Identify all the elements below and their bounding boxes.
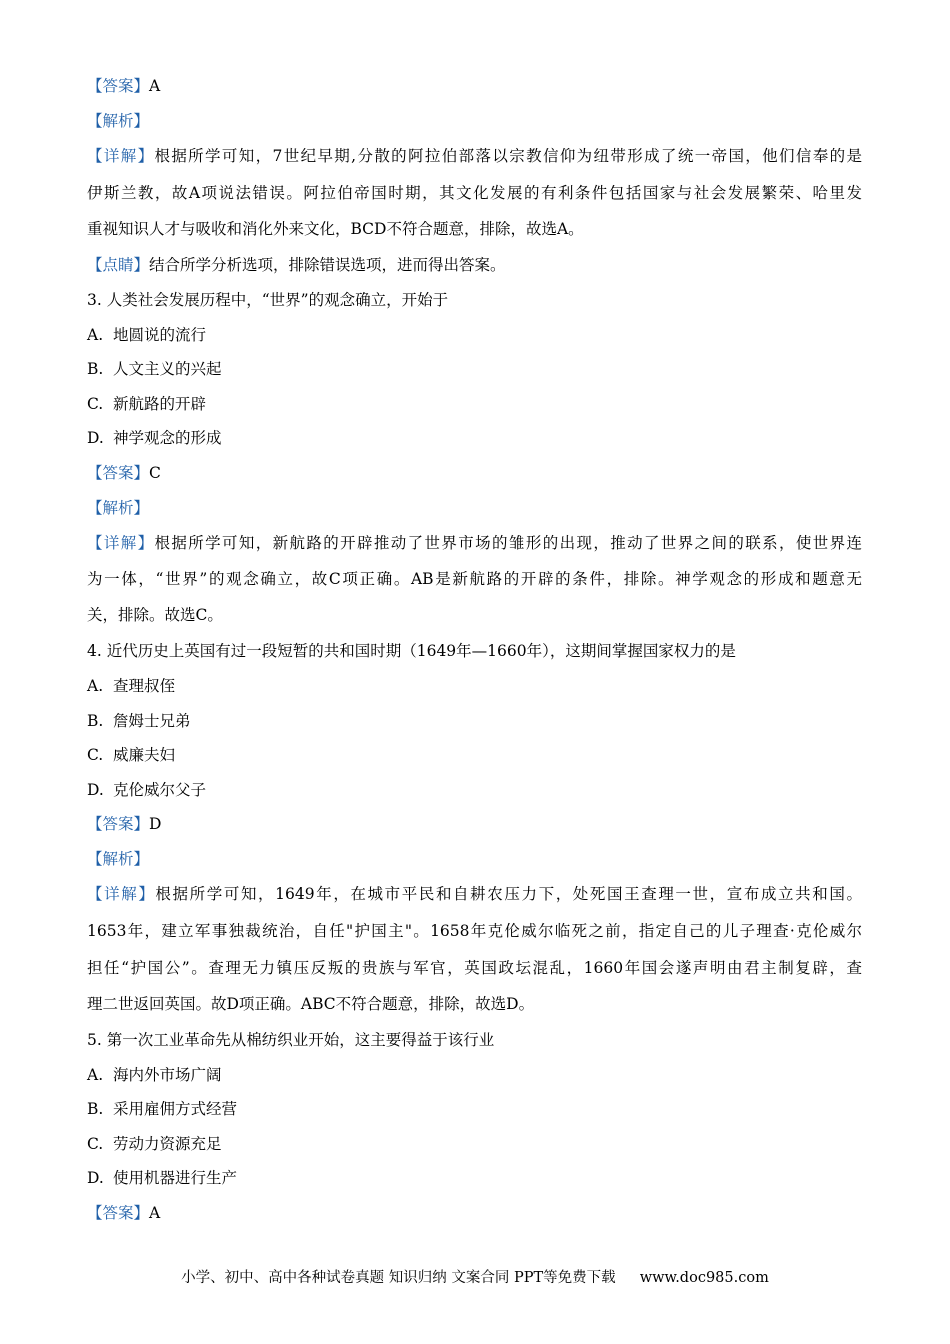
answer-value: D: [149, 815, 162, 833]
option-b: [87, 1099, 237, 1119]
footer-text: 小学、初中、高中各种试卷真题 知识归纳 文案合同 PPT等免费下载: [181, 1270, 616, 1286]
option-text: 查理叔侄: [113, 677, 176, 695]
option-text: 威廉夫妇: [113, 746, 176, 764]
analysis-line: [87, 498, 149, 518]
option-d: [87, 428, 222, 448]
option-letter: A.: [87, 1066, 104, 1084]
point-tag: 【点睛】: [87, 256, 150, 274]
detail-line: [87, 884, 862, 904]
page-footer: [0, 1268, 950, 1288]
detail-tag: 【详解】: [87, 534, 155, 552]
option-b: [87, 711, 191, 731]
detail-text: 理二世返回英国。故D项正确。ABC不符合题意，排除，故选D。: [87, 995, 535, 1013]
answer-value: A: [149, 77, 161, 95]
option-text: 海内外市场广阔: [113, 1066, 222, 1084]
option-b: [87, 359, 222, 379]
option-a: [87, 325, 206, 345]
detail-text: 重视知识人才与吸收和消化外来文化，BCD不符合题意，排除，故选A。: [87, 220, 584, 238]
option-text: 神学观念的形成: [113, 429, 222, 447]
option-letter: C.: [87, 395, 104, 413]
detail-line: [87, 569, 862, 589]
option-d: [87, 1168, 237, 1188]
option-letter: A.: [87, 326, 104, 344]
answer-value: A: [149, 1204, 161, 1222]
answer-line: [87, 1203, 160, 1223]
answer-line: [87, 814, 161, 834]
detail-line: [87, 921, 862, 941]
detail-text: 为一体，“世界”的观念确立，故C项正确。AB是新航路的开辟的条件，排除。神学观念的形成和题意无: [87, 570, 862, 588]
detail-line: [87, 994, 534, 1014]
analysis-tag: 【解析】: [87, 850, 150, 868]
option-text: 地圆说的流行: [113, 326, 207, 344]
answer-line: [87, 76, 160, 96]
option-text: 劳动力资源充足: [113, 1135, 222, 1153]
detail-tag: 【详解】: [87, 885, 156, 903]
answer-tag: 【答案】: [87, 815, 150, 833]
answer-tag: 【答案】: [87, 1204, 150, 1222]
option-letter: D.: [87, 429, 104, 447]
detail-line: [87, 958, 862, 978]
answer-value: C: [149, 464, 161, 482]
analysis-tag: 【解析】: [87, 499, 150, 517]
option-letter: B.: [87, 360, 104, 378]
question-stem: 4. 近代历史上英国有过一段短暂的共和国时期（1649年—1660年），这期间掌握国家权力的是: [87, 642, 736, 660]
detail-text: 根据所学可知，1649年，在城市平民和自耕农压力下，处死国王查理一世，宣布成立共和国。: [155, 885, 862, 903]
option-letter: B.: [87, 712, 104, 730]
detail-line: [87, 183, 862, 203]
detail-text: 1653年，建立军事独裁统治，自任"护国主"。1658年克伦威尔临死之前，指定自己的儿子理查·克伦威尔: [87, 922, 862, 940]
option-text: 新航路的开辟: [113, 395, 207, 413]
point-line: [87, 255, 506, 275]
option-c: [87, 1134, 222, 1154]
option-a: [87, 676, 175, 696]
detail-text: 担任“护国公”。查理无力镇压反叛的贵族与军官，英国政坛混乱，1660年国会遂声明由君主制复辟，查: [87, 959, 862, 977]
detail-text: 关，排除。故选C。: [87, 606, 223, 624]
detail-tag: 【详解】: [87, 147, 155, 165]
analysis-tag: 【解析】: [87, 112, 150, 130]
analysis-line: [87, 111, 149, 131]
option-text: 詹姆士兄弟: [113, 712, 191, 730]
analysis-line: [87, 849, 149, 869]
question-stem: 3. 人类社会发展历程中，“世界”的观念确立，开始于: [87, 291, 449, 309]
option-c: [87, 745, 175, 765]
option-text: 克伦威尔父子: [113, 781, 207, 799]
answer-line: [87, 463, 161, 483]
option-letter: D.: [87, 1169, 104, 1187]
detail-line: [87, 146, 862, 166]
answer-tag: 【答案】: [87, 464, 150, 482]
question-stem: 5. 第一次工业革命先从棉纺织业开始，这主要得益于该行业: [87, 1031, 495, 1049]
option-letter: D.: [87, 781, 104, 799]
option-text: 人文主义的兴起: [113, 360, 222, 378]
option-letter: C.: [87, 1135, 104, 1153]
detail-text: 伊斯兰教，故A项说法错误。阿拉伯帝国时期，其文化发展的有利条件包括国家与社会发展繁荣、哈里发: [87, 184, 862, 202]
option-letter: C.: [87, 746, 104, 764]
footer-link[interactable]: www.doc985.com: [639, 1270, 769, 1286]
detail-line: [87, 533, 862, 553]
option-c: [87, 394, 206, 414]
option-letter: B.: [87, 1100, 104, 1118]
detail-line: [87, 219, 584, 239]
option-text: 使用机器进行生产: [113, 1169, 238, 1187]
option-d: [87, 780, 206, 800]
answer-tag: 【答案】: [87, 77, 150, 95]
detail-text: 根据所学可知，新航路的开辟推动了世界市场的雏形的出现，推动了世界之间的联系，使世界连: [154, 534, 862, 552]
option-text: 采用雇佣方式经营: [113, 1100, 238, 1118]
detail-line: [87, 605, 223, 625]
option-letter: A.: [87, 677, 104, 695]
option-a: [87, 1065, 222, 1085]
point-text: 结合所学分析选项，排除错误选项，进而得出答案。: [149, 256, 506, 274]
detail-text: 根据所学可知，7世纪早期,分散的阿拉伯部落以宗教信仰为纽带形成了统一帝国，他们信奉的是: [154, 147, 862, 165]
